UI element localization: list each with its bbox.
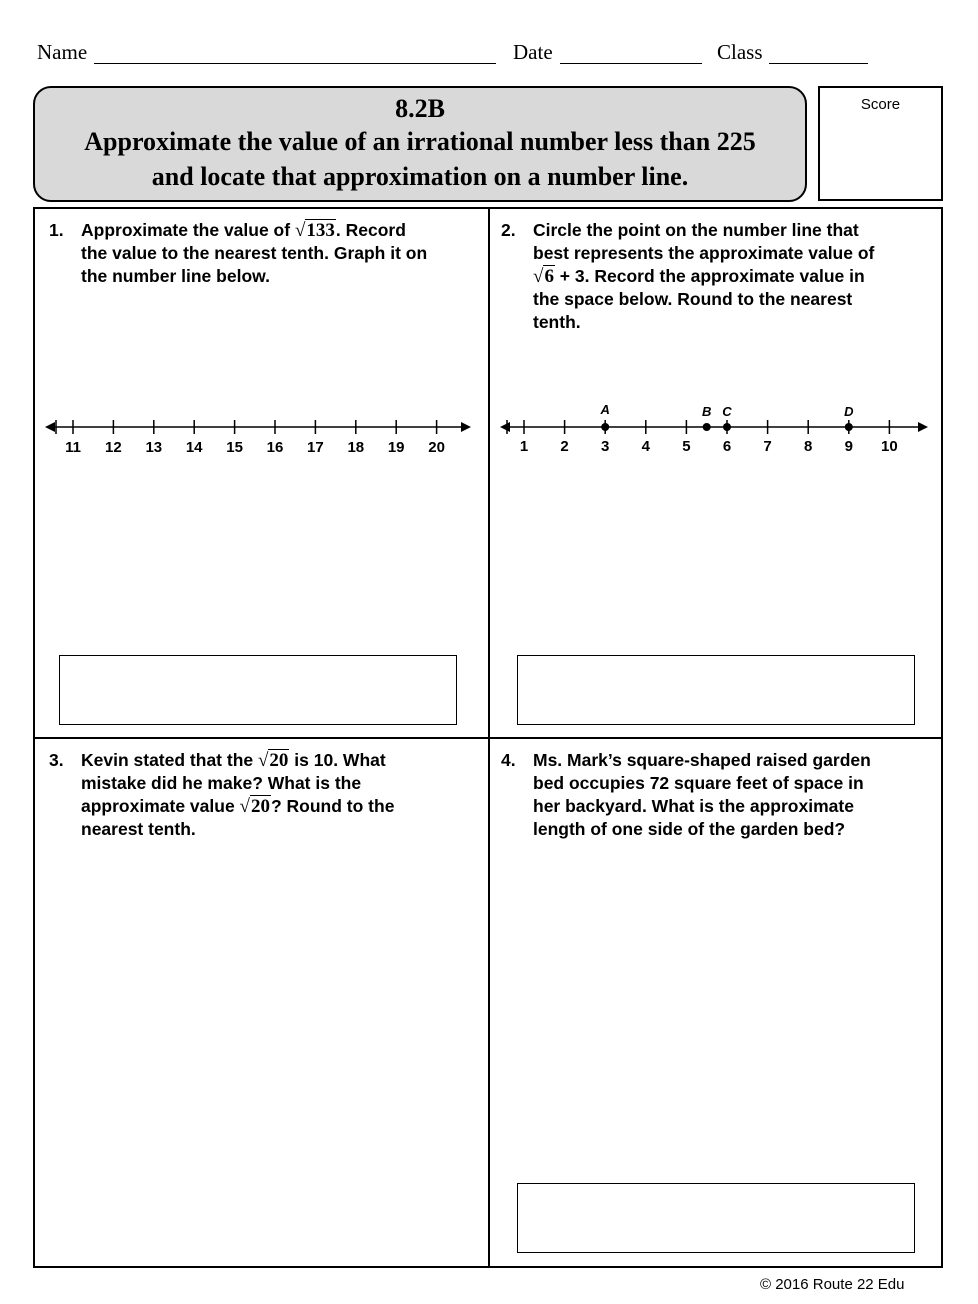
q2-tick-label: 8 <box>804 438 813 455</box>
q1-number-line[interactable] <box>43 409 473 459</box>
q1-tick-label: 16 <box>266 439 284 456</box>
q1-arrow-left-icon <box>45 422 55 432</box>
q3-number: 3. <box>49 750 64 770</box>
q1-text-b: . Record <box>335 220 406 240</box>
q2-point-b[interactable] <box>703 423 711 431</box>
q2-number-line[interactable] <box>498 394 930 459</box>
copyright-footer: © 2016 Route 22 Edu <box>760 1276 905 1293</box>
q1-tick-label: 19 <box>387 439 405 456</box>
q2-tick-label: 9 <box>844 438 853 455</box>
q1-line-2: the value to the nearest tenth. Graph it on <box>81 243 428 263</box>
q2-line-4: the space below. Round to the nearest <box>533 289 853 309</box>
q2-point-label: B <box>702 404 712 419</box>
q1-tick-label: 15 <box>226 439 243 456</box>
q4-number: 4. <box>501 750 516 770</box>
sqrt-icon: √20 <box>239 796 270 817</box>
standard-code: 8.2B <box>395 94 445 123</box>
q1-arrow-right-icon <box>461 422 471 432</box>
q2-tick-label: 1 <box>519 438 529 455</box>
class-label: Class <box>717 40 763 64</box>
q4-answer-box[interactable] <box>517 1183 915 1253</box>
q1-tick-label: 18 <box>347 439 365 456</box>
date-label: Date <box>513 40 553 64</box>
title-line-1: Approximate the value of an irrational number less than 225 <box>84 127 756 156</box>
q3-line-4: nearest tenth. <box>81 819 196 839</box>
q1-radicand: 133 <box>306 220 335 241</box>
q2-point-label: A <box>600 402 610 417</box>
q2-arrow-right-icon <box>918 422 928 432</box>
score-label: Score <box>860 96 901 113</box>
q2-point-label: C <box>722 404 732 419</box>
q2-tick-label: 3 <box>601 438 610 455</box>
q3-line-1a: Kevin stated that the <box>81 750 258 770</box>
q2-line-1: Circle the point on the number line that <box>533 220 859 240</box>
question-grid <box>33 207 943 1268</box>
q1-text-a: Approximate the value of <box>81 220 295 240</box>
q1-answer-box[interactable] <box>59 655 457 725</box>
q1-number: 1. <box>49 220 64 240</box>
q1-tick-label: 20 <box>428 439 445 456</box>
q2-line-5: tenth. <box>533 312 581 332</box>
q1-tick-label: 14 <box>185 439 203 456</box>
q2-arrow-left-icon <box>500 422 510 432</box>
q3-line-3a: approximate value <box>81 796 240 816</box>
q2-point-label: D <box>844 404 854 419</box>
name-field[interactable] <box>94 63 496 64</box>
q2-point-a[interactable] <box>601 423 609 431</box>
q1-line-3: the number line below. <box>81 266 270 286</box>
q1-tick-label: 11 <box>65 439 81 456</box>
sqrt-icon: √133 <box>294 220 335 241</box>
sqrt-icon: √20 <box>257 750 289 771</box>
title-banner <box>33 86 807 202</box>
q4-line-3: her backyard. What is the approximate <box>533 796 854 816</box>
q3-radicand-1: 20 <box>269 750 289 771</box>
q2-tick-label: 7 <box>763 438 772 455</box>
q2-tick-label: 10 <box>881 438 898 455</box>
q3-line-1b: is 10. What <box>289 750 386 770</box>
sqrt-icon: √6 <box>533 266 554 287</box>
q4-line-2: bed occupies 72 square feet of space in <box>533 773 864 793</box>
q2-point-d[interactable] <box>845 423 853 431</box>
q2-tick-label: 4 <box>641 438 650 455</box>
q2-tick-label: 6 <box>722 438 732 455</box>
q2-tick-label: 2 <box>560 438 569 455</box>
q2-radicand: 6 <box>544 266 554 287</box>
date-field[interactable] <box>560 63 702 64</box>
q2-number: 2. <box>501 220 516 240</box>
q4-line-1: Ms. Mark’s square-shaped raised garden <box>533 750 871 770</box>
q1-tick-label: 17 <box>307 439 324 456</box>
q1-tick-label: 13 <box>145 439 163 456</box>
q4-line-4: length of one side of the garden bed? <box>533 819 846 839</box>
class-field[interactable] <box>769 63 868 64</box>
q2-line-2: best represents the approximate value of <box>533 243 875 263</box>
name-label: Name <box>37 40 88 64</box>
q3-radicand-2: 20 <box>250 796 270 817</box>
q2-point-c[interactable] <box>723 423 731 431</box>
horizontal-divider <box>35 737 941 739</box>
q3-line-3b: ? Round to the <box>270 796 395 816</box>
q3-line-2: mistake did he make? What is the <box>81 773 362 793</box>
score-box[interactable] <box>818 86 943 201</box>
q2-answer-box[interactable] <box>517 655 915 725</box>
title-line-2: and locate that approximation on a number line. <box>151 162 689 191</box>
q1-tick-label: 12 <box>105 439 122 456</box>
q2-tick-label: 5 <box>682 438 691 455</box>
q2-line-3: + 3. Record the approximate value in <box>554 266 865 286</box>
